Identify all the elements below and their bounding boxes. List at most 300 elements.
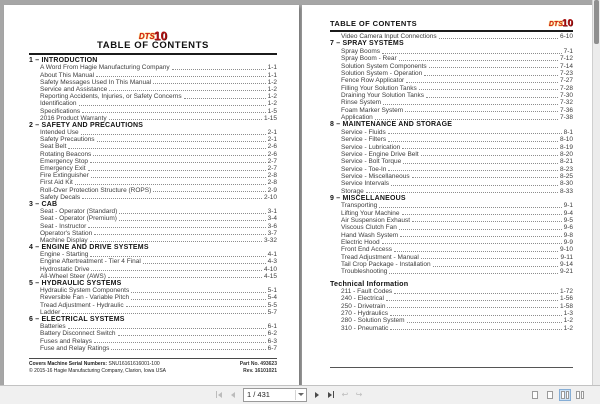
toc-item-page: 5-1 xyxy=(267,287,277,295)
dotted-leader xyxy=(184,98,266,99)
toc-item xyxy=(330,209,573,216)
logo-row xyxy=(29,26,277,43)
toc-left xyxy=(29,57,277,352)
toc-item-page: 9-14 xyxy=(559,261,573,268)
toc-section-heading: Technical Information xyxy=(330,280,409,288)
page-number-input[interactable] xyxy=(243,388,307,402)
dotted-leader xyxy=(407,322,562,323)
toc-item xyxy=(29,230,277,237)
dotted-leader xyxy=(93,155,265,156)
footer-right xyxy=(240,361,277,374)
dotted-leader xyxy=(403,163,558,164)
chevron-down-icon[interactable] xyxy=(298,393,304,396)
toc-item-label: Storage xyxy=(341,187,364,195)
toc-item xyxy=(29,165,277,172)
dotted-leader xyxy=(143,263,266,264)
toc-item xyxy=(330,33,573,40)
toc-item xyxy=(330,239,573,246)
toc-item-page: 9-4 xyxy=(563,209,573,217)
toc-item-page: 2-10 xyxy=(263,193,277,201)
next-page-button[interactable] xyxy=(311,388,323,401)
toc-item-page: 4-10 xyxy=(263,265,277,273)
toc-item-label: Machine Display xyxy=(40,236,88,244)
toc-item-page: 5-5 xyxy=(267,301,277,309)
dotted-leader xyxy=(111,349,265,350)
dotted-leader xyxy=(126,306,266,307)
dotted-leader xyxy=(131,299,265,300)
single-page-icon xyxy=(532,391,538,399)
toc-item-label: Tail Crop Package - Installation xyxy=(341,261,431,268)
toc-item-label: Service - Engine Drive Belt xyxy=(341,150,419,158)
toc-item-page: 1-2 xyxy=(563,324,573,332)
toc-item-page: 7-30 xyxy=(559,92,573,100)
previous-page-button[interactable] xyxy=(227,388,239,401)
toc-item-page: 9-5 xyxy=(563,216,573,224)
toc-item xyxy=(29,237,277,244)
dotted-leader xyxy=(91,177,266,178)
toc-item-page: 3-7 xyxy=(267,229,277,237)
dotted-leader xyxy=(96,76,266,77)
toc-item-label: Service and Assistance xyxy=(40,85,108,93)
toc-item-page: 8-33 xyxy=(559,187,573,195)
toc-item xyxy=(29,337,277,344)
footer-part-no: Part No. 493623 xyxy=(239,361,277,367)
dotted-leader xyxy=(388,170,558,171)
dotted-leader xyxy=(388,141,558,142)
toc-item-page: 7-27 xyxy=(559,77,573,85)
next-page-icon xyxy=(315,392,319,398)
toc-item-label: Seat - Operator (Standard) xyxy=(40,208,118,216)
dotted-leader xyxy=(118,335,266,336)
dotted-leader xyxy=(383,104,558,105)
toc-item xyxy=(29,194,277,201)
toc-item-page: 8-30 xyxy=(559,180,573,188)
continuous-view-button[interactable] xyxy=(544,389,556,401)
toc-item xyxy=(330,136,573,143)
toc-item-label: All-Wheel Steer (AWS) xyxy=(40,272,106,280)
toc-item-label: A Word From Hagie Manufacturing Company xyxy=(40,64,170,72)
toc-item-page: 6-3 xyxy=(267,337,277,345)
toc-item-label: Engine - Starting xyxy=(40,251,89,259)
toc-item xyxy=(330,310,573,317)
toc-item xyxy=(330,128,573,135)
dotted-leader xyxy=(153,83,265,84)
toc-item xyxy=(330,70,573,77)
dotted-leader xyxy=(406,82,558,83)
page-right-header xyxy=(330,19,573,28)
toc-item xyxy=(330,173,573,180)
dotted-leader xyxy=(421,258,559,259)
toc-item-page: 9-6 xyxy=(563,224,573,232)
toc-item-page: 3-6 xyxy=(267,222,277,230)
toc-item-page: 1-2 xyxy=(267,93,277,101)
toc-item-label: Service - Bolt Torque xyxy=(341,158,402,166)
toc-item xyxy=(29,64,277,71)
toc-section-heading: 6 – ELECTRICAL SYSTEMS xyxy=(29,315,125,323)
toc-item-label: Roll-Over Protection Structure (ROPS) xyxy=(40,186,152,194)
toc-section-heading: 7 – SPRAY SYSTEMS xyxy=(330,40,404,48)
toc-item-label: Fire Extinguisher xyxy=(40,172,89,180)
toc-item-label: Service - Miscellaneous xyxy=(341,172,410,180)
toc-item-page: 7-12 xyxy=(559,55,573,63)
dotted-leader xyxy=(88,170,266,171)
toc-item-page: 8-10 xyxy=(559,136,573,144)
toc-item xyxy=(330,295,573,302)
toc-item-label: Application xyxy=(341,114,373,122)
toc-item-label: Draining Your Solution Tanks xyxy=(341,92,424,100)
toc-item xyxy=(29,129,277,136)
toc-item xyxy=(29,330,277,337)
toc-item xyxy=(29,186,277,193)
toc-item-page: 8-1 xyxy=(563,128,573,136)
dotted-leader xyxy=(94,234,265,235)
dotted-leader xyxy=(82,112,265,113)
toc-item-label: Hand Wash System xyxy=(341,231,399,239)
page-bottom-rule xyxy=(330,367,573,368)
header-rule xyxy=(330,30,573,32)
toc-item-label: Specifications xyxy=(40,107,81,115)
toc-item-page: 2-9 xyxy=(267,186,277,194)
toc-section-heading: 5 – HYDRAULIC SYSTEMS xyxy=(29,279,122,287)
footer-copyright: © 2015-16 Hagie Manufacturing Company, Clarion, Iowa USA xyxy=(29,367,166,374)
toc-item-label: Foam Marker System xyxy=(341,106,404,114)
toc-item-label: Battery Disconnect Switch xyxy=(40,330,116,338)
toc-item-label: Service - Lubrication xyxy=(341,143,401,151)
toc-item-label: Service - Toe-In xyxy=(341,165,387,173)
toc-item-label: Spray Boom - Rear xyxy=(341,55,397,63)
toc-item-page: 9-21 xyxy=(559,268,573,276)
toc-item xyxy=(330,92,573,99)
toc-item-page: 2-6 xyxy=(267,143,277,151)
dotted-leader xyxy=(379,207,561,208)
toc-item xyxy=(330,55,573,62)
dotted-leader xyxy=(119,213,265,214)
toc-item-label: Lifting Your Machine xyxy=(341,209,400,217)
page-title: TABLE OF CONTENTS xyxy=(330,19,418,28)
toc-item-label: Reversible Fan - Variable Pitch xyxy=(40,294,130,302)
toc-section-heading: 8 – MAINTENANCE AND STORAGE xyxy=(330,121,453,129)
toc-item-page: 7-38 xyxy=(559,114,573,122)
toc-item xyxy=(29,107,277,114)
two-page-icon xyxy=(561,391,565,399)
title-rule xyxy=(29,53,277,55)
toc-item xyxy=(29,301,277,308)
toc-item-page: 3-4 xyxy=(267,215,277,223)
toc-item-page: 1-1 xyxy=(267,64,277,72)
footer-serial-line xyxy=(29,361,166,368)
toc-item xyxy=(29,179,277,186)
dotted-leader xyxy=(433,266,558,267)
toc-item xyxy=(29,215,277,222)
toc-item xyxy=(330,143,573,150)
vertical-scrollbar[interactable] xyxy=(592,0,600,386)
page-title: TABLE OF CONTENTS xyxy=(97,40,209,51)
toc-item-page: 5-4 xyxy=(267,294,277,302)
toc-item-page: 8-20 xyxy=(559,150,573,158)
toc-item-page: 4-1 xyxy=(267,251,277,259)
toc-item-label: About This Manual xyxy=(40,71,95,79)
toc-item-label: Operator's Station xyxy=(40,229,93,237)
dotted-leader xyxy=(412,221,562,222)
toc-item xyxy=(29,309,277,316)
scrollbar-thumb[interactable] xyxy=(594,0,599,44)
toc-item xyxy=(330,217,573,224)
toc-item-label: Service - Fluids xyxy=(341,128,386,136)
toc-item-label: Safety Decals xyxy=(40,193,81,201)
next-view-button[interactable] xyxy=(353,388,365,401)
toc-item-label: Batteries xyxy=(40,323,66,331)
footer-rule xyxy=(29,358,277,359)
toc-item xyxy=(29,172,277,179)
dotted-leader xyxy=(412,177,558,178)
toc-item-label: Hydraulic System Components xyxy=(40,287,130,295)
toc-item-page: 1-15 xyxy=(263,114,277,122)
toc-item xyxy=(330,106,573,113)
toc-item-label: Air Suspension Exhaust xyxy=(341,216,411,224)
toc-item xyxy=(330,77,573,84)
dotted-leader xyxy=(424,75,558,76)
toc-item-page: 1-2 xyxy=(267,85,277,93)
dotted-leader xyxy=(390,329,561,330)
previous-view-icon: ↩ xyxy=(341,389,349,399)
logo-10-text: 10 xyxy=(153,29,168,43)
toc-item-page: 7-1 xyxy=(563,48,573,56)
toc-item-label: Rotating Beacons xyxy=(40,150,92,158)
dotted-leader xyxy=(429,67,558,68)
toc-item-label: Ladder xyxy=(40,308,61,316)
toc-item-page: 1-2 xyxy=(267,100,277,108)
logo-dts-text: DTS xyxy=(138,32,155,41)
toc-item-page: 1-72 xyxy=(559,288,573,296)
page-number-value: 1 / 431 xyxy=(247,390,270,399)
toc-item-label: 2016 Product Warranty xyxy=(40,114,107,122)
dotted-leader xyxy=(109,90,265,91)
dotted-leader xyxy=(91,270,262,271)
dotted-leader xyxy=(387,307,558,308)
combo-divider xyxy=(295,390,296,400)
dotted-leader xyxy=(62,313,265,314)
toc-item-page: 4-15 xyxy=(263,272,277,280)
last-page-icon xyxy=(333,391,335,398)
toc-item xyxy=(330,253,573,260)
dotted-leader xyxy=(81,134,266,135)
page-right xyxy=(302,5,593,386)
dts10-logo xyxy=(549,20,573,28)
toc-item-page: 2-8 xyxy=(267,172,277,180)
toc-item-page: 7-36 xyxy=(559,106,573,114)
toc-item-label: Hydrostatic Drive xyxy=(40,265,90,273)
status-bar xyxy=(0,385,600,404)
dotted-leader xyxy=(90,241,262,242)
dotted-leader xyxy=(402,148,558,149)
toc-item-label: Front End Access xyxy=(341,246,392,254)
dotted-leader xyxy=(131,292,265,293)
toc-item-label: Spray Booms xyxy=(341,48,381,56)
toc-item-label: Safety Messages Used In This Manual xyxy=(40,78,152,86)
toc-item-label: Fence Row Applicator xyxy=(341,77,405,85)
dotted-leader xyxy=(82,198,262,199)
first-page-icon xyxy=(216,391,218,398)
toc-item xyxy=(330,246,573,253)
dotted-leader xyxy=(421,155,558,156)
toc-item xyxy=(29,93,277,100)
dotted-leader xyxy=(394,251,558,252)
toc-item xyxy=(330,224,573,231)
toc-item xyxy=(29,265,277,272)
last-page-button[interactable] xyxy=(325,388,337,401)
first-page-button[interactable] xyxy=(213,388,225,401)
dotted-leader xyxy=(426,97,558,98)
two-page-continuous-view-button[interactable] xyxy=(574,389,586,401)
dotted-leader xyxy=(388,133,562,134)
toc-item-page: 7-32 xyxy=(559,99,573,107)
next-view-icon: ↪ xyxy=(355,389,363,399)
page-navigation xyxy=(213,388,365,401)
toc-item-page: 9-9 xyxy=(563,238,573,246)
toc-item-page: 7-28 xyxy=(559,84,573,92)
toc-item-page: 8-19 xyxy=(559,143,573,151)
toc-item xyxy=(29,273,277,280)
toc-item-page: 7-14 xyxy=(559,62,573,70)
toc-item-label: Fuses and Relays xyxy=(40,337,93,345)
toc-item xyxy=(330,114,573,121)
dotted-leader xyxy=(75,184,266,185)
toc-item-page: 6-7 xyxy=(267,344,277,352)
toc-item xyxy=(330,180,573,187)
toc-item-page: 7-23 xyxy=(559,70,573,78)
toc-item-page: 6-2 xyxy=(267,330,277,338)
toc-item-page: 2-1 xyxy=(267,136,277,144)
toc-item-label: Filling Your Solution Tanks xyxy=(341,84,417,92)
toc-item-page: 9-11 xyxy=(560,253,573,261)
toc-item xyxy=(29,345,277,352)
toc-item xyxy=(29,158,277,165)
toc-item-page: 6-1 xyxy=(267,323,277,331)
toc-item-page: 2-7 xyxy=(267,165,277,172)
toc-item-label: Service - Filters xyxy=(341,136,387,144)
toc-item xyxy=(29,71,277,78)
toc-item-label: Transporting xyxy=(341,202,378,210)
toc-item-label: Rinse System xyxy=(341,99,382,107)
toc-section-heading: 9 – MISCELLANEOUS xyxy=(330,194,406,202)
toc-item xyxy=(330,99,573,106)
toc-item-label: Seat - Instructor xyxy=(40,222,87,230)
toc-item-page: 6-10 xyxy=(559,33,573,41)
dotted-leader xyxy=(400,236,561,237)
toc-item xyxy=(330,202,573,209)
toc-item xyxy=(330,324,573,331)
toc-item-page: 1-1 xyxy=(267,71,277,79)
page-left-content xyxy=(29,26,277,352)
toc-item-page: 3-1 xyxy=(267,208,277,216)
toc-item xyxy=(330,302,573,309)
toc-item-label: Service Intervals xyxy=(341,180,390,188)
single-page-view-button[interactable] xyxy=(529,389,541,401)
toc-item-page: 2-8 xyxy=(267,179,277,187)
dotted-leader xyxy=(172,69,266,70)
toc-item xyxy=(330,317,573,324)
toc-item-page: 1-5 xyxy=(267,107,277,115)
logo-dts-text: DTS xyxy=(548,21,563,28)
toc-item xyxy=(29,287,277,294)
dotted-leader xyxy=(109,119,262,120)
toc-item-label: First Aid Kit xyxy=(40,179,73,187)
dotted-leader xyxy=(153,191,265,192)
toc-item-label: Emergency Stop xyxy=(40,157,89,165)
toc-item-page: 2-6 xyxy=(267,150,277,158)
toc-item-page: 9-10 xyxy=(559,246,573,254)
toc-item xyxy=(29,208,277,215)
dotted-leader xyxy=(382,53,562,54)
dotted-leader xyxy=(405,111,558,112)
toc-item-page: 1-56 xyxy=(559,295,573,303)
dotted-leader xyxy=(394,293,558,294)
toc-item xyxy=(29,115,277,122)
dotted-leader xyxy=(391,185,558,186)
dotted-leader xyxy=(439,38,558,39)
two-page-continuous-icon xyxy=(576,391,580,399)
page-left xyxy=(4,5,299,386)
toc-item-page: 9-1 xyxy=(563,202,573,210)
toc-item-label: Seat Belt xyxy=(40,143,67,151)
dotted-leader xyxy=(419,89,558,90)
dotted-leader xyxy=(79,105,266,106)
toc-item-label: 280 - Solution System xyxy=(341,317,405,325)
last-page-icon xyxy=(328,392,332,398)
toc-item-page: 8-23 xyxy=(559,165,573,173)
previous-view-button[interactable] xyxy=(339,388,351,401)
dotted-leader xyxy=(399,60,558,61)
toc-item-label: Tread Adjustment - Hydraulic xyxy=(40,301,124,309)
dotted-leader xyxy=(375,119,558,120)
page-left-footer xyxy=(29,358,277,374)
toc-item-label: Identification xyxy=(40,100,77,108)
toc-item xyxy=(29,323,277,330)
footer-serial-value: SNU16161616001-100 xyxy=(108,361,160,367)
toc-item-label: Troubleshooting xyxy=(341,268,388,276)
toc-item xyxy=(29,251,277,258)
toc-item-label: Fuse and Relay Ratings xyxy=(40,344,110,352)
toc-item-label: Safety Precautions xyxy=(40,136,95,144)
dotted-leader xyxy=(90,162,266,163)
toc-section-heading: 4 – ENGINE AND DRIVE SYSTEMS xyxy=(29,243,149,251)
dotted-leader xyxy=(119,220,266,221)
toc-item-label: 211 - Fault Codes xyxy=(341,288,393,296)
toc-item-label: Electric Hood xyxy=(341,238,380,246)
toc-item xyxy=(29,143,277,150)
previous-page-icon xyxy=(231,392,235,398)
dotted-leader xyxy=(68,328,266,329)
toc-section-heading: 1 – INTRODUCTION xyxy=(29,57,98,64)
toc-item-label: Emergency Exit xyxy=(40,165,86,172)
toc-item xyxy=(330,62,573,69)
footer-serial-label: Covers Machine Serial Numbers: xyxy=(29,361,108,367)
toc-item xyxy=(29,222,277,229)
toc-item-label: Engine Aftertreatment - Tier 4 Final xyxy=(40,258,141,266)
toc-item-label: Video Camera Input Connections xyxy=(341,33,437,41)
toc-section-heading: 2 – SAFETY AND PRECAUTIONS xyxy=(29,121,144,129)
toc-item xyxy=(29,86,277,93)
dotted-leader xyxy=(94,342,266,343)
toc-item-page: 8-21 xyxy=(559,158,573,166)
toc-item-label: 270 - Hydraulics xyxy=(341,310,388,318)
toc-item xyxy=(330,187,573,194)
toc-item-label: Seat - Operator (Premium) xyxy=(40,215,117,223)
logo-10-text: 10 xyxy=(561,18,573,29)
toc-item-page: 4-3 xyxy=(267,258,277,266)
toc-item-page: 1-2 xyxy=(563,317,573,325)
two-page-view-button[interactable] xyxy=(559,389,571,401)
